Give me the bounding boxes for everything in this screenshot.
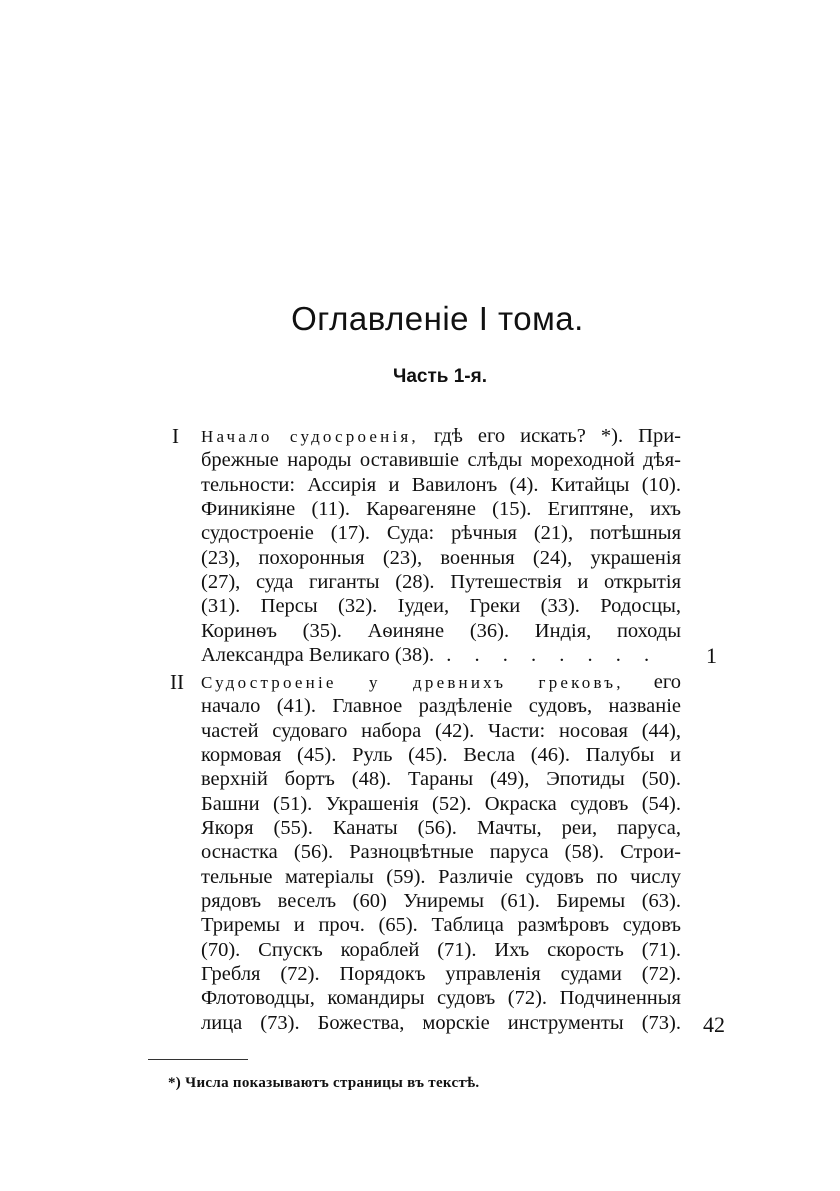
- entry-line: верхній бортъ (48). Тараны (49), Эпотиды (50).: [201, 768, 681, 791]
- entry-line: Гребля (72). Порядокъ управленія судами (72).: [201, 963, 681, 986]
- page-number: 1: [706, 643, 717, 668]
- entry-line: тельные матеріалы (59). Различіе судовъ по числу: [201, 865, 681, 888]
- entry-line: Триремы и проч. (65). Таблица размѣровъ судовъ: [201, 914, 681, 937]
- entry-line: (31). Персы (32). Іудеи, Греки (33). Родосцы,: [201, 595, 681, 618]
- entry-line: брежные народы оставившіе слѣды мореходной дѣя-: [201, 449, 681, 472]
- entry-line: частей судоваго набора (42). Части: носовая (44),: [201, 719, 681, 742]
- page-title: Оглавленіе I тома.: [291, 300, 584, 337]
- entry-line: (70). Спускъ кораблей (71). Ихъ скорость (71).: [201, 938, 681, 961]
- entry-line: (23), похоронныя (23), военныя (24), украшенія: [201, 546, 681, 569]
- entry-line: оснастка (56). Разноцвѣтные паруса (58). Строи-: [201, 841, 681, 864]
- part-title: Часть 1-я.: [392, 366, 487, 387]
- entry-text: [201, 670, 681, 1035]
- entry-heading: Начало судосроенія,: [201, 427, 419, 446]
- footnote: *) Числа показываютъ страницы въ текстѣ.: [168, 1075, 480, 1091]
- page-number: 42: [703, 1012, 725, 1037]
- entry-line: Коринѳъ (35). Аѳиняне (36). Индія, походы: [201, 619, 681, 642]
- entry-line: (27), суда гиганты (28). Путешествія и открытія: [201, 571, 681, 594]
- entry-line: кормовая (45). Руль (45). Весла (46). Палубы и: [201, 744, 681, 767]
- entry-line: Флотоводцы, командиры судовъ (72). Подчиненныя: [201, 987, 681, 1010]
- leader-dots: . . . . . . . .: [446, 644, 659, 667]
- entry-line: тельности: Ассирія и Вавилонъ (4). Китайцы (10).: [201, 473, 681, 496]
- entry-line: Башни (51). Украшенія (52). Окраска судовъ (54).: [201, 792, 681, 815]
- entry-line: Финикіяне (11). Карѳагеняне (15). Египтяне, ихъ: [201, 498, 681, 521]
- entry-text: [201, 424, 681, 667]
- entry-number: II: [170, 670, 184, 694]
- entry-line: начало (41). Главное раздѣленіе судовъ, названіе: [201, 695, 681, 718]
- entry-heading: Судостроеніе у древнихъ грековъ,: [201, 673, 624, 692]
- entry-line: Начало судосроенія, гдѣ его искать? *). При-: [201, 425, 682, 447]
- entry-line: Судостроеніе у древнихъ грековъ, его: [201, 671, 681, 693]
- footnote-rule: [148, 1059, 248, 1060]
- entry-line: судостроеніе (17). Суда: рѣчныя (21), потѣшныя: [201, 522, 681, 545]
- entry-line: рядовъ веселъ (60) Униремы (61). Биремы (63).: [201, 890, 681, 913]
- entry-number: I: [172, 424, 179, 448]
- entry-line: Якоря (55). Канаты (56). Мачты, реи, паруса,: [201, 817, 681, 840]
- entry-line: лица (73). Божества, морскіе инструменты (73).: [201, 1011, 681, 1034]
- entry-line: Александра Великаго (38). . . . . . . . .: [201, 644, 659, 667]
